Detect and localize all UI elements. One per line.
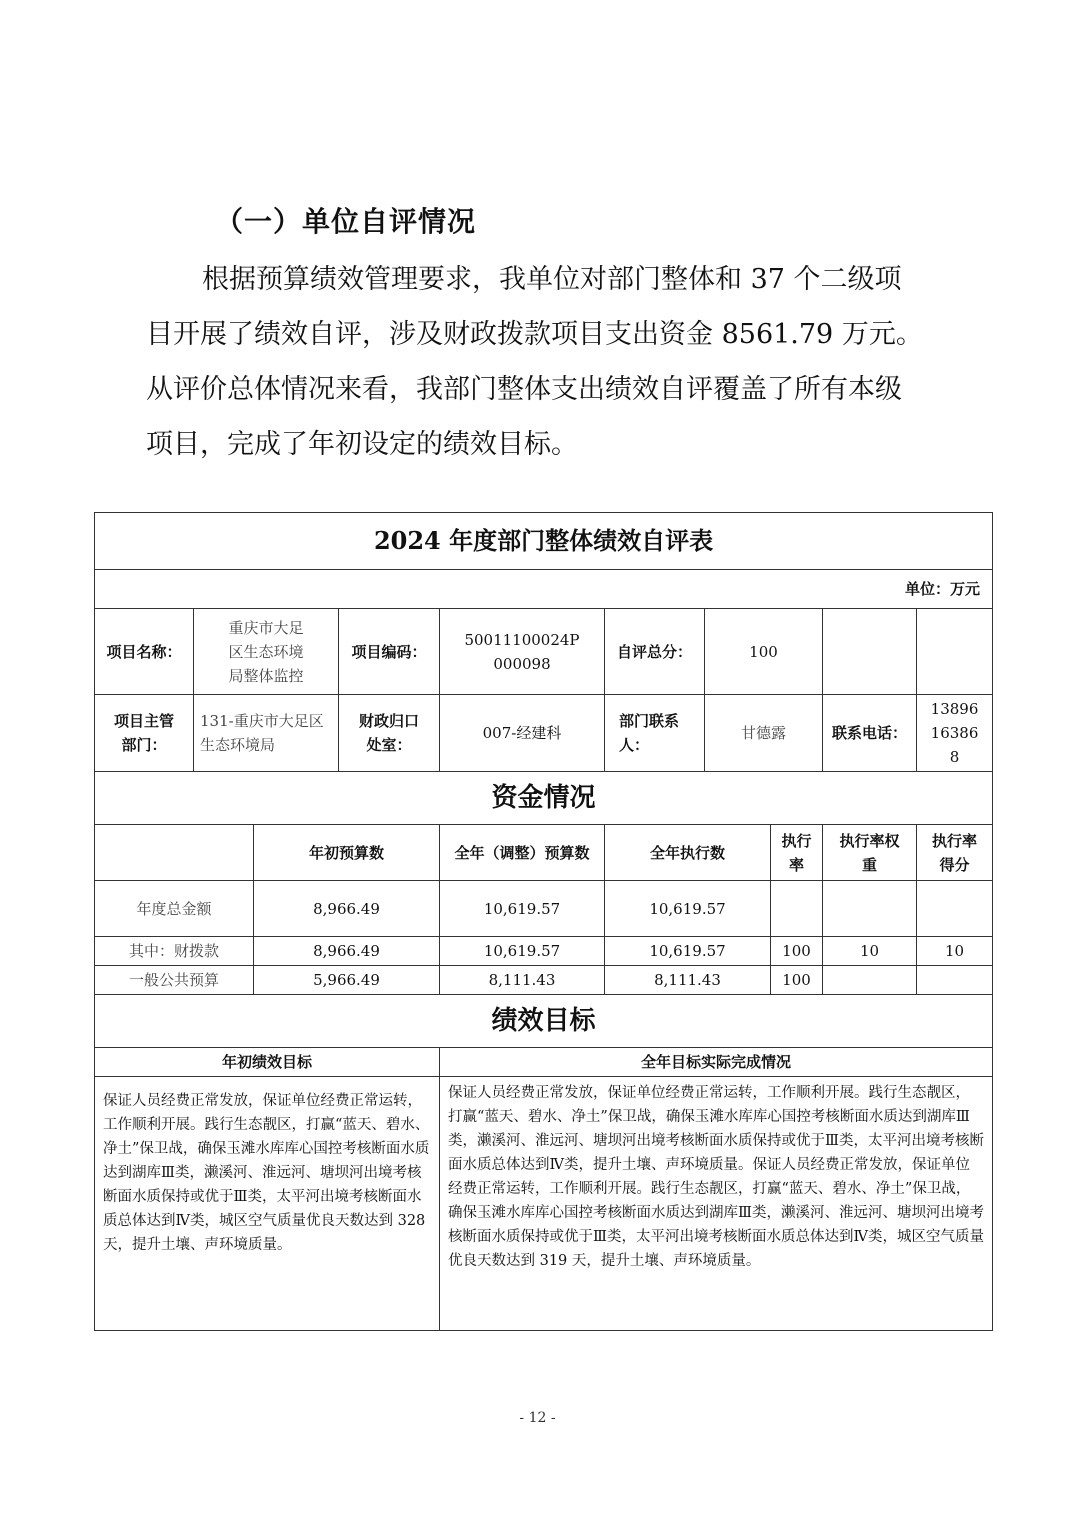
paragraph-line: 从评价总体情况来看，我部门整体支出绩效自评覆盖了所有本级 <box>146 374 902 405</box>
empty-cell <box>917 609 993 695</box>
intro-paragraph <box>146 252 946 472</box>
funds-header: 执行率 <box>771 825 823 881</box>
funds-cell <box>823 881 917 937</box>
funds-cell <box>917 966 993 995</box>
project-code-label: 项目编码： <box>339 609 440 695</box>
performance-table <box>94 512 993 1331</box>
page-number: - 12 - <box>519 1410 556 1426</box>
unit-label: 单位：万元 <box>95 570 993 609</box>
funds-cell: 10 <box>917 937 993 966</box>
funds-header: 年初预算数 <box>254 825 440 881</box>
goals-header: 年初绩效目标 <box>95 1048 440 1077</box>
dept-label: 项目主管部门： <box>95 695 194 772</box>
funds-cell: 年度总金额 <box>95 881 254 937</box>
funds-cell: 10,619.57 <box>605 937 771 966</box>
contact-label: 部门联系人： <box>605 695 705 772</box>
score-label: 自评总分： <box>605 609 705 695</box>
funds-cell: 10,619.57 <box>605 881 771 937</box>
empty-cell <box>823 609 917 695</box>
goal-initial-text: 保证人员经费正常发放，保证单位经费正常运转，工作顺利开展。践行生态靓区，打赢“蓝天、碧水、净土”保卫战，确保玉滩水库库心国控考核断面水质达到湖库Ⅲ类，濑溪河、淮远河、塘坝河出境考核断面水质保持或优于Ⅲ类，太平河出境考核断面水质总体达到Ⅳ类，城区空气质量优良天数达到 328 天，提升土壤、声环境质量。 <box>95 1077 440 1331</box>
funds-header: 执行率得分 <box>917 825 993 881</box>
goals-header: 全年目标实际完成情况 <box>440 1048 993 1077</box>
funds-cell: 5,966.49 <box>254 966 440 995</box>
funds-cell <box>917 881 993 937</box>
funds-header: 全年（调整）预算数 <box>440 825 605 881</box>
funds-cell: 100 <box>771 966 823 995</box>
office-label: 财政归口处室： <box>339 695 440 772</box>
funds-header <box>95 825 254 881</box>
contact-value: 甘德露 <box>705 695 823 772</box>
paragraph-line: 根据预算绩效管理要求，我单位对部门整体和 37 个二级项 <box>202 264 902 295</box>
goals-section-title: 绩效目标 <box>95 995 993 1048</box>
funds-header: 执行率权重 <box>823 825 917 881</box>
funds-cell: 一般公共预算 <box>95 966 254 995</box>
funds-cell: 8,111.43 <box>440 966 605 995</box>
project-name-label: 项目名称： <box>95 609 194 695</box>
funds-cell: 8,966.49 <box>254 937 440 966</box>
funds-cell <box>771 881 823 937</box>
funds-cell <box>823 966 917 995</box>
funds-section-title: 资金情况 <box>95 772 993 825</box>
score-value: 100 <box>705 609 823 695</box>
funds-cell: 100 <box>771 937 823 966</box>
goal-actual-text: 保证人员经费正常发放，保证单位经费正常运转，工作顺利开展。践行生态靓区，打赢“蓝天、碧水、净土”保卫战，确保玉滩水库库心国控考核断面水质达到湖库Ⅲ类，濑溪河、淮远河、塘坝河出境考核断面水质保持或优于Ⅲ类，太平河出境考核断面水质总体达到Ⅳ类，提升土壤、声环境质量。保证人员经费正常发放，保证单位经费正常运转，工作顺利开展。践行生态靓区，打赢“蓝天、碧水、净土”保卫战，确保玉滩水库库心国控考核断面水质达到湖库Ⅲ类，濑溪河、淮远河、塘坝河出境考核断面水质保持或优于Ⅲ类，太平河出境考核断面水质总体达到Ⅳ类，城区空气质量优良天数达到 319 天，提升土壤、声环境质量。 <box>440 1077 993 1331</box>
funds-cell: 其中：财拨款 <box>95 937 254 966</box>
phone-label: 联系电话： <box>823 695 917 772</box>
funds-cell: 8,966.49 <box>254 881 440 937</box>
funds-cell: 8,111.43 <box>605 966 771 995</box>
funds-cell: 10,619.57 <box>440 937 605 966</box>
dept-value: 131-重庆市大足区生态环境局 <box>194 695 339 772</box>
project-code: 50011100024P000098 <box>440 609 605 695</box>
funds-header: 全年执行数 <box>605 825 771 881</box>
paragraph-line: 目开展了绩效自评，涉及财政拨款项目支出资金 8561.79 万元。 <box>146 319 923 350</box>
office-value: 007-经建科 <box>440 695 605 772</box>
funds-cell: 10 <box>823 937 917 966</box>
paragraph-line: 项目，完成了年初设定的绩效目标。 <box>146 429 578 460</box>
section-heading: （一）单位自评情况 <box>215 205 477 238</box>
phone-value: 13896163868 <box>917 695 993 772</box>
table-title: 2024 年度部门整体绩效自评表 <box>95 513 993 570</box>
funds-cell: 10,619.57 <box>440 881 605 937</box>
project-name: 重庆市大足区生态环境局整体监控 <box>194 609 339 695</box>
